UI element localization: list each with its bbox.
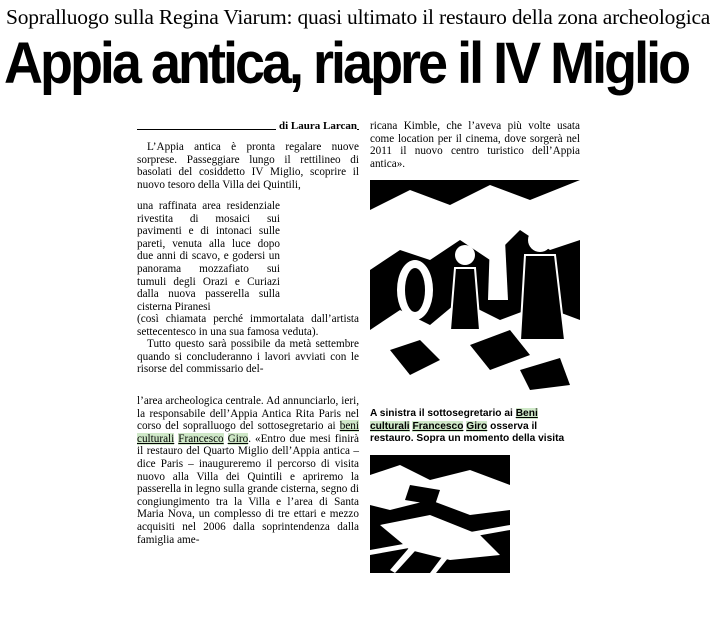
body-column-1-bottom: [137, 395, 359, 546]
byline: di Laura Larcan: [276, 120, 357, 132]
photo-caption: [370, 408, 580, 446]
caption-highlight-giro[interactable]: Giro: [466, 420, 488, 432]
paragraph-1b: una raffinata area residenziale rivestita di mosaici sui pavimenti e di intonaci sulle pareti, venuta alla luce dopo due anni di scavo, e godersi un panorama mozzafiato sui tumuli degli Orazi e Curiazi dalla nuova passerella sulla cisterna Piranesi: [137, 200, 280, 313]
paragraph-2b-text: l’area archeologica centrale. Ad annunciarlo, ieri, la responsabile dell’Appia Antica Rita Paris nel corso del sopralluogo del sottosegretario ai: [137, 395, 359, 433]
paragraph-2c-text: . «Entro due mesi finirà il restauro del Quarto Miglio dell’Appia antica – dice Paris – inaugureremo il percorso di visita nuovo alla Villa dei Quintili e apriremo la passerella in legno sulla grande cisterna, segno di congiungimento tra la Villa e l’area di Santa Maria Nova, un complesso di tre ettari e mezzo acquisiti nel 2006 dalla soprintendenza dalla famiglia ame-: [137, 432, 359, 546]
body-column-1-narrow: [137, 200, 280, 313]
body-column-2: [370, 120, 580, 170]
caption-highlight-francesco[interactable]: Francesco: [412, 420, 464, 432]
highlight-beni[interactable]: beni: [339, 420, 360, 433]
caption-text-b: osserva il restauro. Sopra un momento della visita: [370, 420, 565, 444]
caption-text-a: A sinistra il sottosegretario ai: [370, 408, 513, 419]
body-column-1-top: [137, 141, 359, 191]
paragraph-3: ricana Kimble, che l’aveva più volte usata come location per il cinema, dove sorgerà nel 2011 il nuovo centro turistico dell’Appia antica».: [370, 120, 580, 170]
photo-restoration: [370, 455, 510, 573]
photo-visit-image: [370, 180, 580, 395]
paragraph-2b: [137, 395, 359, 546]
highlight-francesco[interactable]: Francesco: [178, 432, 224, 445]
paragraph-1: L’Appia antica è pronta regalare nuove sorprese. Passeggiare lungo il rettilineo di basolati del cosiddetto IV Miglio, scoprire il nuovo tesoro della Villa dei Quintili,: [137, 141, 359, 191]
photo-restoration-image: [370, 455, 510, 573]
caption-highlight-culturali[interactable]: culturali: [370, 420, 410, 432]
article-kicker: Sopralluogo sulla Regina Viarum: quasi ultimato il restauro della zona archeologica: [6, 5, 711, 29]
paragraph-1c: (così chiamata perché immortalata dall’artista settecentesco in una sua famosa veduta).: [137, 313, 359, 338]
caption-highlight-beni[interactable]: Beni: [515, 408, 538, 419]
highlight-giro[interactable]: Giro: [227, 432, 249, 445]
column-inset-image: [288, 200, 359, 308]
body-column-1-mid: [137, 313, 359, 376]
paragraph-2: Tutto questo sarà possibile da metà settembre quando si concluderanno i lavori avviati con le risorse del commissario del-: [137, 338, 359, 376]
highlight-culturali[interactable]: culturali: [137, 432, 175, 445]
photo-visit: [370, 180, 580, 395]
article-headline: Appia antica, riapre il IV Miglio: [4, 31, 689, 96]
